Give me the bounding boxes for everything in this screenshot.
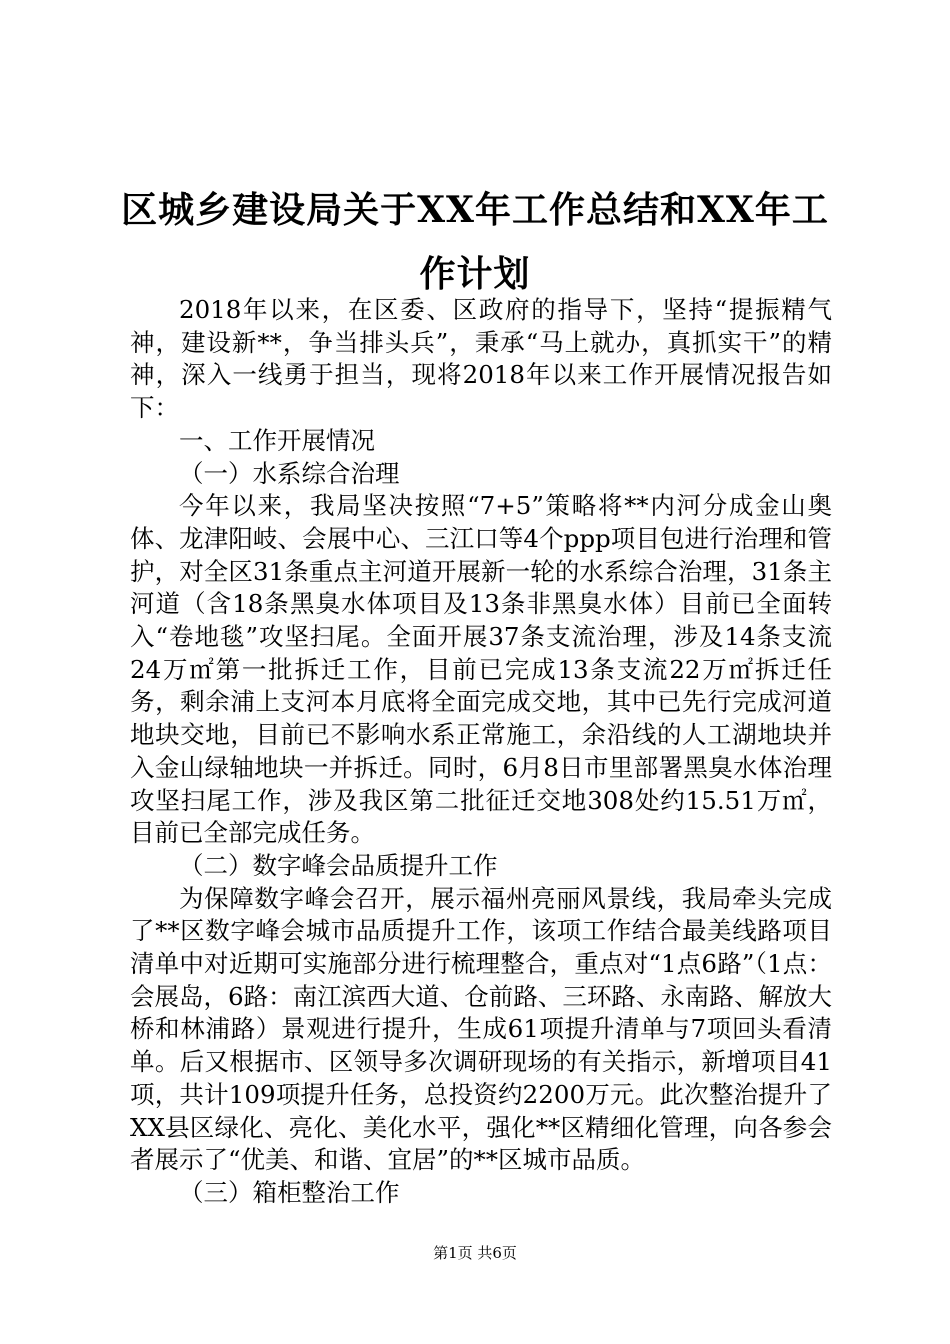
intro-paragraph: 2018年以来，在区委、区政府的指导下，坚持“提振精气神，建设新**，争当排头兵”，秉承“马上就办，真抓实干”的精神，深入一线勇于担当，现将2018年以来工作开展情况报告如下： — [130, 295, 832, 423]
water-system-paragraph: 今年以来，我局坚决按照“7+5”策略将**内河分成金山奥体、龙津阳岐、会展中心、三江口等4个ppp项目包进行治理和管护，对全区31条重点主河道开展新一轮的水系综合治理，31条主河道（含18条黑臭水体项目及13条非黑臭水体）目前已全面转入“卷地毯”攻坚扫尾。全面开展37条支流治理，涉及14条支流24万㎡第一批拆迁工作，目前已完成13条支流22万㎡拆迁任务，剩余浦上支河本月底将全面完成交地，其中已先行完成河道地块交地，目前已不影响水系正常施工，余沿线的人工湖地块并入金山绿轴地块一并拆迁。同时，6月8日市里部署黑臭水体治理攻坚扫尾工作，涉及我区第二批征迁交地308处约15.51万㎡，目前已全部完成任务。 — [130, 491, 832, 848]
document-body — [130, 294, 832, 1210]
page-number-footer: 第1页 共6页 — [433, 1244, 517, 1262]
digital-summit-paragraph: 为保障数字峰会召开，展示福州亮丽风景线，我局牵头完成了**区数字峰会城市品质提升工作，该项工作结合最美线路项目清单中对近期可实施部分进行梳理整合，重点对“1点6路”（1点：会展岛，6路：南江滨西大道、仓前路、三环路、永南路、解放大桥和林浦路）景观进行提升，生成61项提升清单与7项回头看清单。后又根据市、区领导多次调研现场的有关指示，新增项目41项，共计109项提升任务，总投资约2200万元。此次整治提升了XX县区绿化、亮化、美化水平，强化**区精细化管理，向各参会者展示了“优美、和谐、宜居”的**区城市品质。 — [130, 883, 832, 1175]
subsection-heading-3: （三）箱柜整治工作 — [179, 1177, 400, 1207]
document-title: 区城乡建设局关于XX年工作总结和XX年工作计划 — [121, 189, 829, 295]
section-heading-1: 一、工作开展情况 — [179, 425, 375, 455]
subsection-heading-1: （一）水系综合治理 — [179, 458, 400, 488]
subsection-heading-2: （二）数字峰会品质提升工作 — [179, 850, 498, 880]
